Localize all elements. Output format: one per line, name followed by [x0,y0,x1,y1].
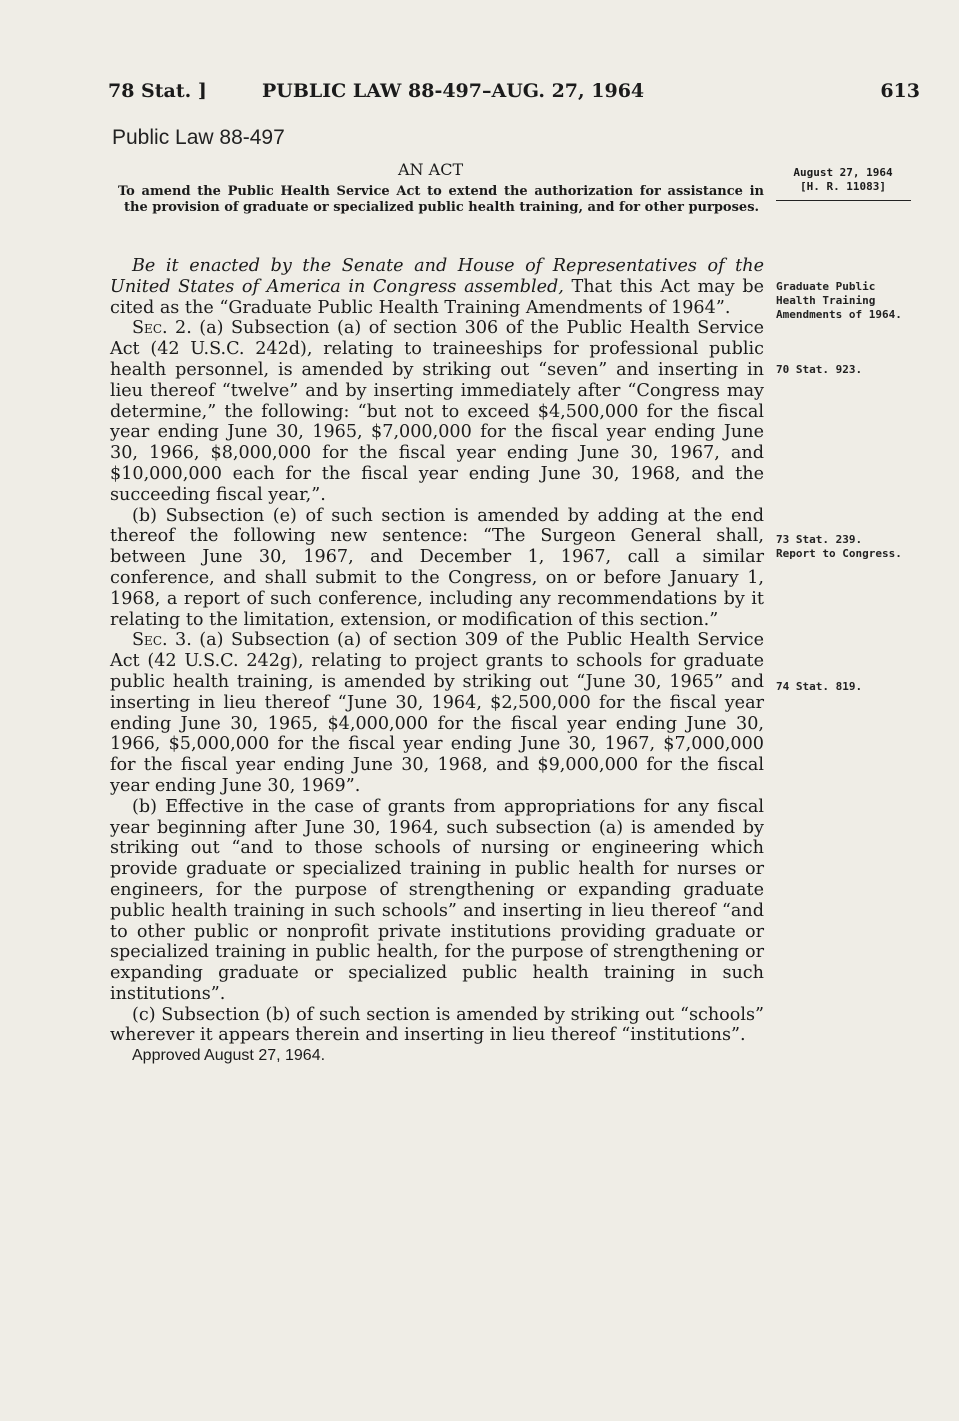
margin-note-citation-70: 70 Stat. 923. [776,363,863,376]
section-1-text: That this Act may be cited as the “Graduate Public Health Training Amendments of 1964”. [110,276,765,318]
enactment-date: August 27, 1964 [793,166,893,179]
section-2b: (b) Subsection (e) of such section is amended by adding at the end thereof the following new sentence: “The Surgeon General shall, between June 30, 1967, and December 1, 1967, call a similar conference, and shall submit to the Congress, on or before January 1, 1968, a report of such conference, including any recommendations by it relating to the limitation, extension, or modification of this section.” [110,505,764,630]
section-3c: (c) Subsection (b) of such section is amended by striking out “schools” wherever it appears therein and inserting in lieu thereof “institutions”. [110,1004,764,1046]
section-1 [110,256,764,318]
margin-note-citation-73: 73 Stat. 239. [776,533,863,546]
header-page-number: 613 [880,80,920,102]
bill-number: [H. R. 11083] [799,180,887,193]
section-2a-text: (a) Subsection (a) of section 306 of the Public Health Service Act (42 U.S.C. 242d), relating to traineeships for professional public health personnel, is amended by striking out “seven” and inserting in lieu thereof “twelve” and by inserting immediately after “Congress may determine,” the following: “but not to exceed $4,500,000 for the fiscal year ending June 30, 1965, $7,000,000 for the fiscal year ending June 30, 1966, $8,000,000 for the fiscal year ending June 30, 1967, and $10,000,000 each for the fiscal year ending June 30, 1968, and the succeeding fiscal year,”. [110,318,764,505]
margin-divider [776,200,911,201]
enactment-date-note [776,166,910,194]
section-3a [110,630,764,796]
enacting-clause: Be it enacted by the Senate and House of Representatives of the United States of America in Congress assembled, [110,256,764,297]
section-2a [110,318,764,505]
margin-note-citation-74: 74 Stat. 819. [776,680,863,693]
header-volume: 78 Stat. ] [108,80,207,102]
header-title: PUBLIC LAW 88-497–AUG. 27, 1964 [262,80,645,102]
margin-note-report: Report to Congress. [776,547,902,560]
section-3a-text: (a) Subsection (a) of section 309 of the Public Health Service Act (42 U.S.C. 242g), relating to project grants to schools for graduate public health training, is amended by striking out “June 30, 1965” and inserting in lieu thereof “June 30, 1964, $2,500,000 for the fiscal year ending June 30, 1965, $4,000,000 for the fiscal year ending June 30, 1966, $5,000,000 for the fiscal year ending June 30, 1967, $7,000,000 for the fiscal year ending June 30, 1968, and $9,000,000 for the fiscal year ending June 30, 1969”. [110,630,764,796]
an-act-heading: AN ACT [398,160,464,179]
section-3b: (b) Effective in the case of grants from appropriations for any fiscal year beginning after June 30, 1964, such subsection (a) is amended by striking out “and to those schools of nursing or engineering which provide graduate or specialized training in public health for nurses or engineers, for the purpose of strengthening or expanding graduate public health training in such schools” and inserting in lieu thereof “and to other public or nonprofit private institutions providing graduate or specialized training in public health, for the purpose of strengthening or expanding graduate or specialized public health training in such institutions”. [110,796,764,1004]
section-3-label: Sec. 3. [132,630,192,651]
page-header [108,80,920,106]
section-2-label: Sec. 2. [132,318,192,339]
purpose-clause: To amend the Public Health Service Act to extend the authorization for assistance in the provision of graduate or specialized public health training, and for other purposes. [118,184,764,215]
law-number: Public Law 88-497 [112,126,285,149]
margin-note-short-title: Graduate Public Health Training Amendments of 1964. [776,280,902,321]
act-body [110,256,764,1067]
approval-line: Approved August 27, 1964. [132,1047,326,1065]
